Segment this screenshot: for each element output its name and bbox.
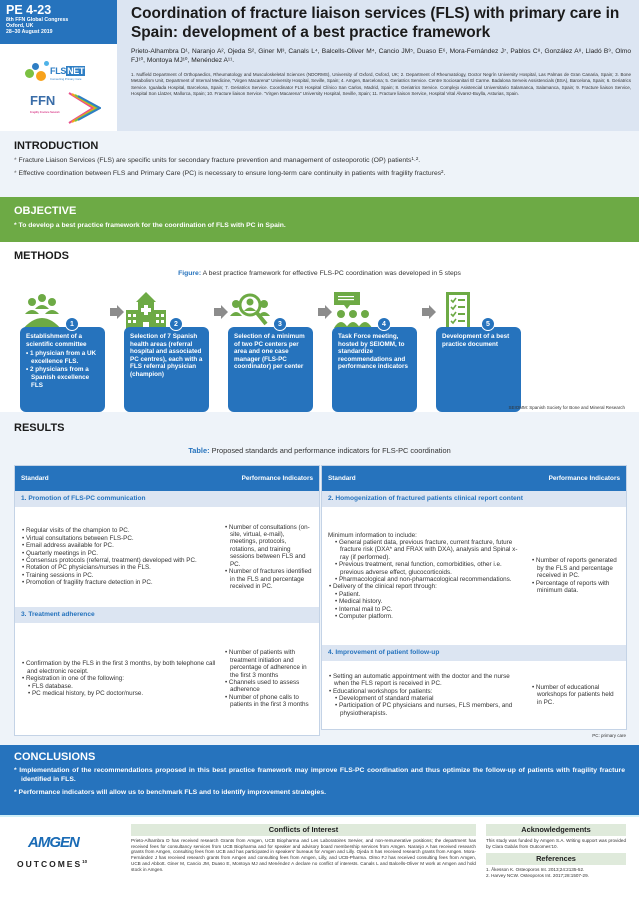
indicator-cell	[531, 557, 620, 594]
standard-cell	[21, 527, 224, 586]
standard-item: • Registration in one of the following:	[21, 675, 218, 682]
table-label: Table:	[188, 446, 210, 455]
step-text: Selection of 7 Spanish health areas (referral hospital and associated PC centres), each with a FLS referral physician (champion)	[130, 333, 203, 378]
table-section-title: 2. Homogenization of fractured patients clinical report content	[322, 491, 626, 507]
step-number: 3	[273, 317, 287, 331]
standard-item: • Delivery of the clinical report through:	[328, 583, 525, 590]
standard-item: • Pharmacological and non-pharmacological recommendations.	[328, 576, 525, 583]
indicator-item: • Number of patients with treatment initiation and percentage of adherence in the first 3 months	[224, 649, 313, 679]
conclusions-bullet: * Implementation of the recommendations proposed in this best practice framework may improve FLS-PC coordination and thus optimize the follow-up of patients with fragility fracture identified in FLS.	[14, 766, 625, 784]
step-number: 4	[377, 317, 391, 331]
refs-heading: References	[486, 853, 626, 865]
table-row	[322, 661, 626, 729]
indicator-item: • Number of reports generated by the FLS and percentage received in PC.	[531, 557, 620, 579]
coi-text: Prieto-Alhambra D has received research Grants from Amgen, UCB Biopharma and Les Laboratoires Servier, and non-remunerative positions; the department has received fees for consultancy services from UCB Biopharma and for speaker and advisory board membership services from Amgen. Naranjo A has received research grants from Amgen, consulting fees from UCB and has participated in speakers' bureaus for Amgen and Lilly. Ojeda S has received research grants from Amgen. Mora-Fernández J has received research grants from Amgen and consulting fees from Amgen, Lilly, and UCB-Pharma. Olmo FJ has received consulting fees from Amgen, UCB and Abbott. Giner M, Cancio JM, Duaso E, Montoya MJ and Menéndez A declare no conflict of interests. Canals L and Balcells-Oliver M work at Amgen and hold stock in Amgen.	[131, 838, 476, 872]
standard-item: • Previous treatment, renal function, comorbidities, other i.e. previous adverse effect, glucocorticoids.	[328, 561, 525, 576]
objective-section	[0, 197, 639, 242]
flsnet-tagline: Connecting Primary Care	[50, 77, 82, 81]
arrow-right-icon	[110, 305, 124, 319]
people-group-icon	[22, 292, 62, 330]
introduction-section	[0, 131, 639, 197]
ffn-tagline: Fragility Fracture Network	[30, 111, 60, 114]
table-section-title: 1. Promotion of FLS-PC communication	[15, 491, 319, 507]
step-1	[20, 292, 105, 389]
methods-section	[0, 242, 639, 412]
standard-item: • Email address available for PC.	[21, 542, 218, 549]
standard-item: • Educational workshops for patients:	[328, 688, 525, 695]
acknowledgements	[486, 824, 626, 849]
table-header	[15, 466, 319, 491]
ffn-logo	[30, 91, 100, 126]
hospital-icon	[126, 292, 166, 330]
indicator-cell	[224, 649, 313, 708]
figure-label: Figure:	[178, 270, 202, 277]
references	[486, 853, 626, 878]
indicator-item: • Number of consultations (on-site, virtual, e-mail), meetings, protocols, rotations, and training sessions between FLS and PC.	[224, 524, 313, 568]
table-section-title: 3. Treatment adherence	[15, 607, 319, 623]
standard-item: • FLS database.	[21, 683, 218, 690]
standard-item: • Regular visits of the champion to PC.	[21, 527, 218, 534]
table-row	[15, 507, 319, 607]
ack-heading: Acknowledgements	[486, 824, 626, 836]
arrow-right-icon	[422, 305, 436, 319]
table-footnote: PC: primary care	[592, 733, 626, 738]
step-2	[124, 292, 209, 382]
reference-item: 2. Harvey NCW. Osteoporos Int. 2017;28:1507-29.	[486, 872, 589, 878]
standards-table-left	[14, 465, 320, 736]
table-caption	[0, 446, 639, 455]
standard-item: • Promotion of fragility fracture detection in PC.	[21, 579, 218, 586]
table-header	[322, 466, 626, 491]
standard-item: • Internal mail to PC.	[328, 606, 525, 613]
step-box	[20, 327, 105, 412]
table-section-title: 4. Improvement of patient follow-up	[322, 645, 626, 661]
indicator-cell	[224, 524, 313, 591]
indicator-item: • Number of fractures identified in the FLS and percentage received in PC.	[224, 568, 313, 590]
step-item: • 2 physicians from a Spanish excellence FLS	[26, 366, 99, 389]
step-text: Development of a best practice document	[442, 333, 510, 348]
ffn-chevron-icon	[67, 91, 101, 125]
step-4	[332, 292, 417, 382]
introduction-heading: INTRODUCTION	[14, 140, 99, 152]
step-box	[332, 327, 417, 412]
col-standard: Standard	[328, 475, 356, 482]
col-indicators: Performance Indicators	[241, 475, 313, 482]
results-heading: RESULTS	[14, 422, 65, 434]
step-number: 1	[65, 317, 79, 331]
logo-panel	[0, 44, 117, 131]
outcomes10-logo	[17, 859, 87, 869]
standard-item: • Consensus protocols (referral, treatment) developed with PC.	[21, 557, 218, 564]
arrow-right-icon	[318, 305, 332, 319]
standard-item: • Medical history.	[328, 598, 525, 605]
step-5	[436, 292, 521, 382]
congress-location: Oxford, UK	[6, 23, 34, 29]
standard-item: • Training sessions in PC.	[21, 572, 218, 579]
methods-heading: METHODS	[14, 250, 69, 262]
table-row	[15, 623, 319, 735]
standard-item: • General patient data, previous fracture, current fracture, future fracture risk (DXA* and FRAX with DXA), analysis and Spinal x-ray (if performed).	[328, 539, 525, 561]
standard-item: • Quarterly meetings in PC.	[21, 550, 218, 557]
results-section	[0, 412, 639, 745]
congress-name: 8th FFN Global Congress	[6, 17, 69, 23]
indicator-item: • Number of educational workshops for patients held in PC.	[531, 684, 620, 706]
standards-table-right	[321, 465, 627, 730]
standard-item: • Confirmation by the FLS in the first 3 months, by both telephone call and electronic receipt.	[21, 660, 218, 675]
table-caption-text: Proposed standards and performance indicators for FLS-PC coordination	[211, 446, 451, 455]
poster-code: PE 4-23	[6, 3, 52, 17]
indicator-cell	[531, 684, 620, 706]
search-people-icon	[230, 292, 270, 330]
standard-intro: Minimum information to include:	[328, 531, 417, 539]
conclusions-bullet: * Performance indicators will allow us to benchmark FLS and to identify improvement strategies.	[14, 788, 625, 797]
coi-heading: Conflicts of Interest	[131, 824, 476, 836]
standard-item: • Development of standard material	[328, 695, 525, 702]
ffn-logo-text: FFN	[30, 93, 56, 108]
outcomes10-logo-sup: 10	[82, 859, 88, 865]
figure-caption	[0, 270, 639, 277]
standard-item: • PC medical history, by PC doctor/nurse.	[21, 690, 218, 697]
step-box	[436, 327, 521, 412]
methods-footnote: SEIOMM: Spanish Society for Bone and Mineral Research	[508, 405, 625, 410]
step-number: 2	[169, 317, 183, 331]
conclusions-heading: CONCLUSIONS	[14, 751, 96, 763]
objective-bullet: * To develop a best practice framework for the coordination of FLS with PC in Spain.	[14, 221, 625, 230]
standard-cell	[328, 673, 531, 717]
poster-header	[0, 0, 639, 131]
step-text: Task Force meeting, hosted by SEIOMM, to standardize recommendations and performance indicators	[338, 333, 408, 371]
ack-text: This study was funded by Amgen S.A. Writing support was provided by Clara Gabás from Outcomes'10.	[486, 838, 626, 849]
col-standard: Standard	[21, 475, 49, 482]
indicator-item: • Number of phone calls to patients in the first 3 months	[224, 694, 313, 709]
checklist-icon	[438, 292, 478, 330]
flsnet-logo	[22, 61, 97, 83]
poster-title: Coordination of fracture liaison services (FLS) with primary care in Spain: development of a best practice framework	[131, 5, 620, 41]
poster-footer	[0, 815, 639, 900]
indicator-item: • Percentage of reports with minimum data.	[531, 580, 620, 595]
amgen-logo: AMGEN	[28, 834, 79, 851]
standard-cell	[21, 660, 224, 697]
step-3	[228, 292, 313, 382]
introduction-bullet: * Fracture Liaison Services (FLS) are specific units for secondary fracture prevention and management of osteoporotic (OP) patients¹·².	[14, 156, 625, 165]
table-row	[322, 507, 626, 645]
col-indicators: Performance Indicators	[548, 475, 620, 482]
standard-item: • Setting an automatic appointment with the doctor and the nurse when the FLS report is received in PC.	[328, 673, 525, 688]
standard-item: • Virtual consultations between FLS-PC.	[21, 535, 218, 542]
standard-item: • Participation of PC physicians and nurses, FLS members, and physiotherapists.	[328, 702, 525, 717]
indicator-item: • Channels used to assess adherence	[224, 679, 313, 694]
outcomes10-logo-text: OUTCOMES	[17, 859, 83, 869]
objective-heading: OBJECTIVE	[14, 205, 77, 217]
step-number: 5	[481, 317, 495, 331]
conflicts-of-interest	[131, 824, 476, 872]
conclusions-section	[0, 745, 639, 815]
flsnet-logo-text: FLS	[50, 66, 67, 76]
standard-item: • Patient.	[328, 591, 525, 598]
affiliations: 1. Nuffield Department of Orthopaedics, Rheumatology and Musculoskeletal Sciences (NDORMS), University of Oxford, Oxford, UK; 2. Department of Rheumatology, Doctor Negrín University Hospital, Las Palmas de Gran Canaria, Spain; 3. Bone Metabolism Unit, Department of Internal Medicine, "Virgen Macarena" University Hospital, Seville, Spain; 4. Amgen, Barcelona; 5. Geriatrics Service. Centre Sociosanitari El Carme. Badalona Serveis Assistencials (BSA), Barcelona, Spain; 6. Geriatrics Service. Igualada Hospital, Barcelona, Spain; 7. Geriatrics Service. Coordinator FLS Hospital Clínico San Carlos, Madrid, Spain; 8. Geriatrics Service. Complejo Asistencial Universitario Salamanca, Salamanca, Spain; 9. Fracture liaison Service, Hospital Son Llatzer, Mallorca, Spain; 10. Fracture liaison Service. "Virgen Macarena" University Hospital, Seville, Spain; 11. Fracture liaison Service, Hospital Vital Álvarez-Buylla, Asturias, Spain.	[131, 72, 631, 97]
introduction-bullet: * Effective coordination between FLS and Primary Care (PC) is necessary to ensure long-term care continuity in patients with fragility fractures².	[14, 169, 625, 178]
step-text: Establishment of a scientific committee	[26, 333, 87, 348]
figure-caption-text: A best practice framework for effective FLS-PC coordination was developed in 5 steps	[202, 270, 461, 277]
standard-cell	[328, 532, 531, 621]
arrow-right-icon	[214, 305, 228, 319]
step-box	[124, 327, 209, 412]
poster-badge	[0, 0, 117, 44]
flsnet-logo-suffix: NET	[67, 66, 85, 76]
congress-dates: 28–30 August 2019	[6, 29, 53, 35]
step-box	[228, 327, 313, 412]
step-item: • 1 physician from a UK excellence FLS.	[26, 350, 99, 365]
title-box	[117, 0, 639, 131]
standard-item: • Rotation of PC physicians/nurses in the FLS.	[21, 564, 218, 571]
meeting-icon	[334, 292, 374, 330]
step-text: Selection of a minimum of two PC centers per area and one case manager (FLS-PC coordinator) per center	[234, 333, 305, 371]
reference-item: 1. Åkesson K. Osteoporos Int. 2013;24:2135-52.	[486, 867, 585, 872]
standard-item: • Computer platform.	[328, 613, 525, 620]
author-list: Prieto-Alhambra D¹, Naranjo A², Ojeda S², Giner M³, Canals L⁴, Balcells-Oliver M⁴, Cancio JM⁵, Duaso E⁶, Mora-Fernández J⁷, Pablos C⁸, González A⁸, Lladó B⁹, Olmo FJ¹⁰, Montoya MJ¹⁰, Menéndez A¹¹.	[131, 48, 631, 64]
